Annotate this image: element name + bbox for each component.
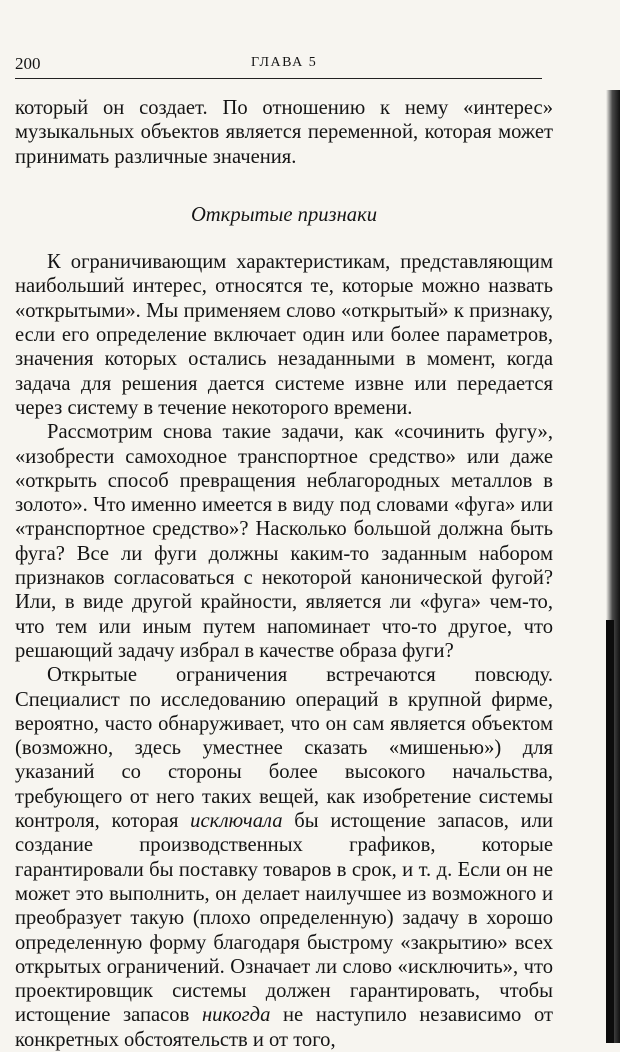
text-run: Открытые ограничения встречаются повсюду. Специалист по исследованию операций в крупной фирме, вероятно, часто обнаруживает, что он сам является объектом (возможно, здесь уместнее сказать «мишенью») для указаний со стороны более высокого начальства, требующего от него таких вещей, как изобретение системы контроля, которая (15, 664, 553, 833)
text-run: бы истощение запасов, или создание производственных графиков, которые гарантировали бы поставку товаров в срок, и т. д. Если он не может это выполнить, он делает наилучшее из возможного и преобразует такую (плохо определенную) задачу в хорошо определенную форму благодаря быстрому «закрытию» всех открытых ограничений. Означает ли слово «исключить», что проектировщик системы должен гарантировать, чтобы истощение запасов (15, 810, 554, 1027)
scan-page-edge-dark (606, 620, 614, 1043)
paragraph-fugue: Рассмотрим снова такие задачи, как «сочинить фугу», «изобрести самоходное транспортное средство» или даже «открыть способ превращения неблагородных металлов в золото». Что именно имеется в виду под словами «фуга» или «транспортное средство»? Насколько большой должна быть фуга? Все ли фуги должны каким-то заданным набором признаков согласоваться с некоторой канонической фугой? Или, в виде другой крайности, является ли «фуга» чем-то, что тем или иным путем напоминает что-то другое, что решающий задачу избрал в качестве образа фуги? (15, 421, 553, 662)
emphasis-exclude: исключала (190, 810, 283, 833)
emphasis-never: никогда (201, 1004, 271, 1027)
paragraph-open-features: К ограничивающим характеристикам, представляющим наибольший интерес, относятся те, которые можно назвать «открытыми». Мы применяем слово «открытый» к признаку, если его определение включает один или более параметров, значения которых остались незаданными в момент, когда задача для решения дается системе извне или передается через систему в течение некоторого времени. (15, 251, 553, 419)
page-body (15, 96, 553, 1052)
section-heading: Открытые признаки (190, 203, 378, 226)
chapter-title: ГЛАВА 5 (251, 55, 318, 70)
paragraph-continued: который он создает. По отношению к нему «интерес» музыкальных объектов является переменной, которая может принимать различные значения. (15, 97, 553, 168)
page-number: 200 (15, 54, 41, 73)
paragraph-open-constraints (15, 663, 553, 1052)
running-header (15, 50, 542, 79)
text-run: не наступило независимо от конкретных обстоятельств и от того, (15, 1004, 553, 1051)
